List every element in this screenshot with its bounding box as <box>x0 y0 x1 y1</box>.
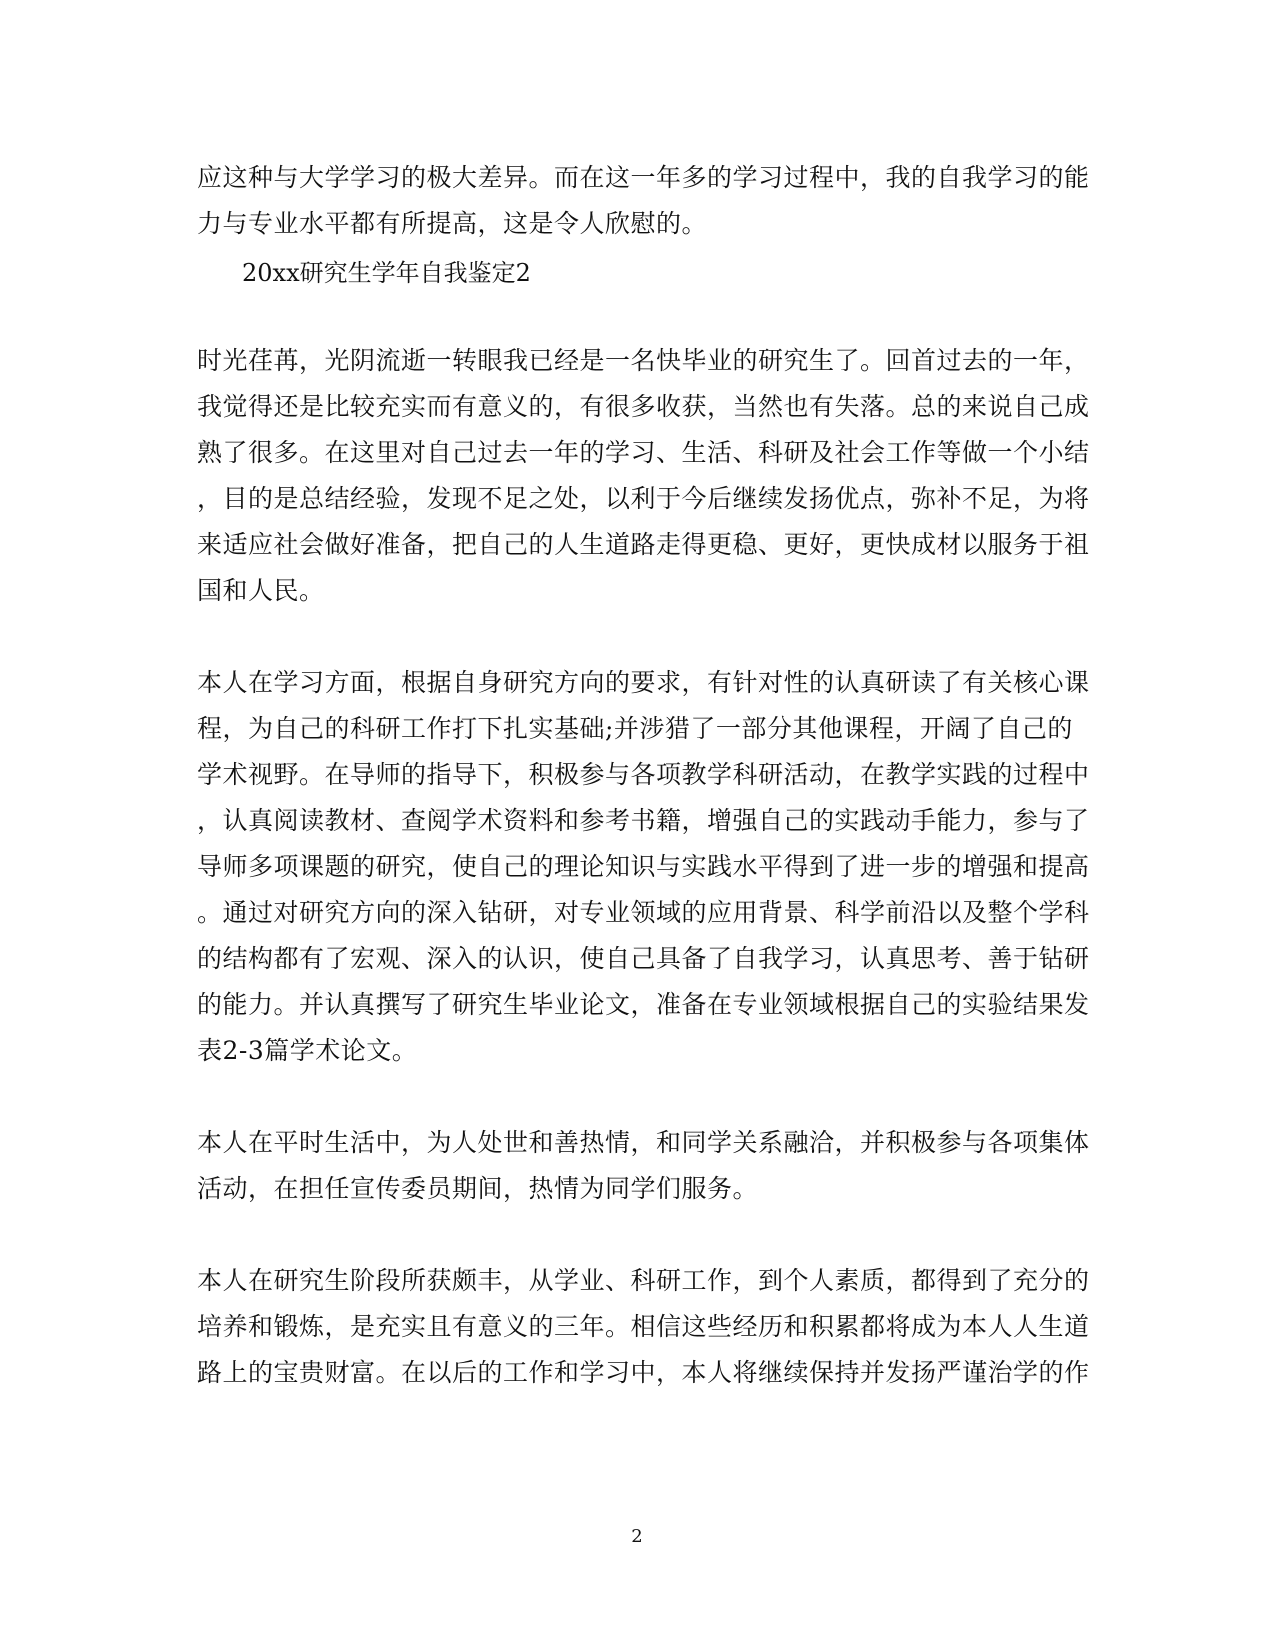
section-heading: 20xx研究生学年自我鉴定2 <box>242 259 531 287</box>
paragraph1-line: 国和人民。 <box>197 576 325 605</box>
paragraph2-line: ，认真阅读教材、查阅学术资料和参考书籍，增强自己的实践动手能力，参与了 <box>197 806 1090 835</box>
paragraph2-line: 的结构都有了宏观、深入的认识，使自己具备了自我学习，认真思考、善于钻研 <box>197 944 1090 973</box>
intro-line: 应这种与大学学习的极大差异。而在这一年多的学习过程中，我的自我学习的能 <box>197 163 1090 192</box>
paragraph3-line: 本人在平时生活中，为人处世和善热情，和同学关系融洽，并积极参与各项集体 <box>197 1128 1090 1157</box>
paragraph2-line: 学术视野。在导师的指导下，积极参与各项教学科研活动，在教学实践的过程中 <box>197 760 1090 789</box>
paragraph2-line: 程，为自己的科研工作打下扎实基础;并涉猎了一部分其他课程，开阔了自己的 <box>197 714 1073 743</box>
paragraph2-line: 本人在学习方面，根据自身研究方向的要求，有针对性的认真研读了有关核心课 <box>197 668 1090 697</box>
paragraph1-line: 熟了很多。在这里对自己过去一年的学习、生活、科研及社会工作等做一个小结 <box>197 438 1090 467</box>
paragraph2-line: 导师多项课题的研究，使自己的理论知识与实践水平得到了进一步的增强和提高 <box>197 852 1090 881</box>
paragraph4-line: 培养和锻炼，是充实且有意义的三年。相信这些经历和积累都将成为本人人生道 <box>197 1312 1090 1341</box>
paragraph1-line: ，目的是总结经验，发现不足之处，以利于今后继续发扬优点，弥补不足，为将 <box>197 484 1090 513</box>
paragraph1-line: 来适应社会做好准备，把自己的人生道路走得更稳、更好，更快成材以服务于祖 <box>197 530 1090 559</box>
paragraph2-line: 表2-3篇学术论文。 <box>197 1036 418 1065</box>
intro-line: 力与专业水平都有所提高，这是令人欣慰的。 <box>197 209 708 238</box>
paragraph1-line: 我觉得还是比较充实而有意义的，有很多收获，当然也有失落。总的来说自己成 <box>197 392 1090 421</box>
paragraph1-line: 时光荏苒，光阴流逝一转眼我已经是一名快毕业的研究生了。回首过去的一年， <box>197 346 1090 375</box>
page-number: 2 <box>631 1526 643 1547</box>
paragraph4-line: 本人在研究生阶段所获颇丰，从学业、科研工作，到个人素质，都得到了充分的 <box>197 1266 1090 1295</box>
paragraph3-line: 活动，在担任宣传委员期间，热情为同学们服务。 <box>197 1174 759 1203</box>
paragraph2-line: 。通过对研究方向的深入钻研，对专业领域的应用背景、科学前沿以及整个学科 <box>197 898 1090 927</box>
paragraph4-line: 路上的宝贵财富。在以后的工作和学习中，本人将继续保持并发扬严谨治学的作 <box>197 1358 1090 1387</box>
paragraph2-line: 的能力。并认真撰写了研究生毕业论文，准备在专业领域根据自己的实验结果发 <box>197 990 1090 1019</box>
